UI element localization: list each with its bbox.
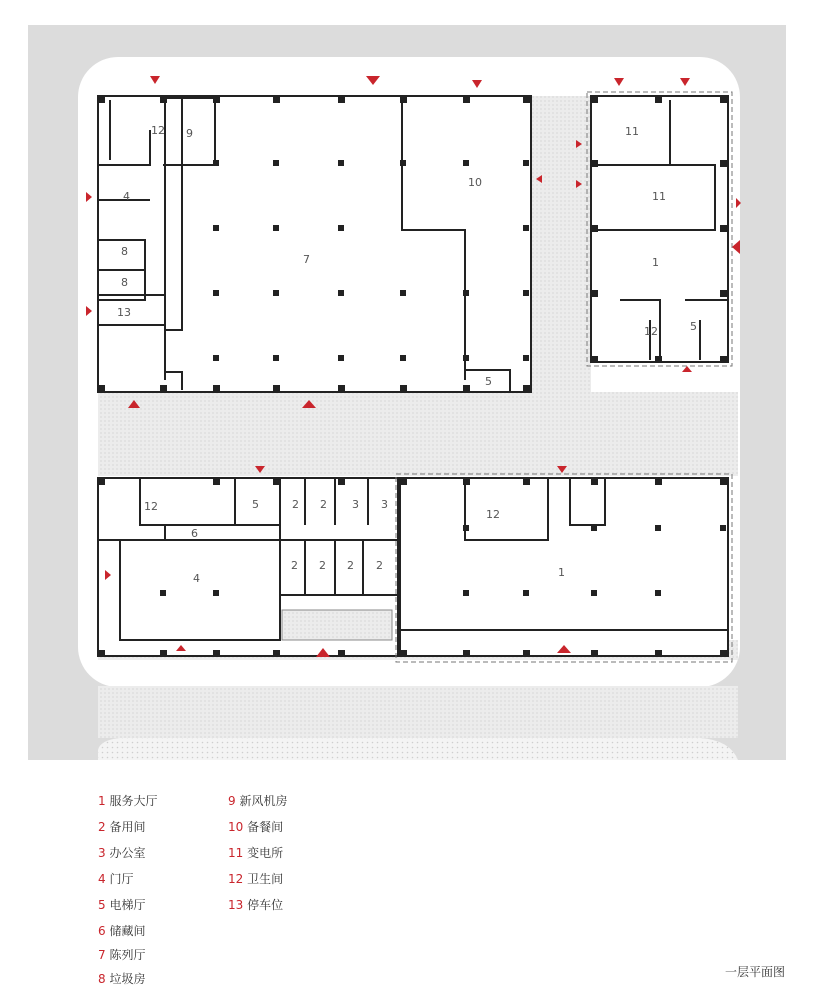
room-label-12-se: 12 (486, 508, 500, 521)
legend-item: 3 办公室 (98, 846, 146, 860)
room-label-2e: 2 (347, 559, 354, 572)
room-label-12-ne: 12 (644, 325, 658, 338)
room-label-11b: 11 (652, 190, 666, 203)
room-label-11a: 11 (625, 125, 639, 138)
south-paving (98, 686, 738, 738)
legend-item: 2 备用间 (98, 820, 146, 834)
room-label-3a: 3 (352, 498, 359, 511)
room-label-12-sw: 12 (144, 500, 158, 513)
room-label-2a: 2 (292, 498, 299, 511)
room-label-12: 12 (151, 124, 165, 137)
room-label-8: 8 (121, 245, 128, 258)
legend-item: 7 陈列厅 (98, 948, 146, 962)
room-label-2b: 2 (320, 498, 327, 511)
legend-item: 6 储藏间 (98, 924, 146, 938)
room-label-13: 13 (117, 306, 131, 319)
legend-item: 11 变电所 (228, 846, 284, 860)
legend-item: 10 备餐间 (228, 820, 284, 834)
legend-item: 5 电梯厅 (98, 898, 146, 912)
legend-item: 4 门厅 (98, 872, 134, 886)
room-label-2f: 2 (376, 559, 383, 572)
legend-item: 9 新风机房 (228, 794, 288, 808)
room-label-8b: 8 (121, 276, 128, 289)
room-label-4-ne: 4 (123, 190, 130, 203)
room-label-5-sw: 5 (252, 498, 259, 511)
legend-item: 12 卫生间 (228, 872, 284, 886)
ramp (282, 610, 392, 640)
room-label-1-ne: 1 (652, 256, 659, 269)
legend-item: 8 垃圾房 (98, 972, 146, 986)
legend-item: 1 服务大厅 (98, 794, 158, 808)
room-label-5-ne: 5 (690, 320, 697, 333)
room-label-9: 9 (186, 127, 193, 140)
room-label-2d: 2 (319, 559, 326, 572)
room-label-1-se: 1 (558, 566, 565, 579)
room-label-6: 6 (191, 527, 198, 540)
plan-caption: 一层平面图 (725, 965, 786, 979)
legend-item: 13 停车位 (228, 898, 284, 912)
courtyard-north-south (531, 96, 591, 396)
room-label-10: 10 (468, 176, 482, 189)
block-northwest (98, 96, 531, 392)
room-label-5-nw: 5 (485, 375, 492, 388)
room-label-2c: 2 (291, 559, 298, 572)
room-label-4: 4 (193, 572, 200, 585)
south-walkway (98, 738, 738, 760)
room-label-3b: 3 (381, 498, 388, 511)
courtyard-east-west (98, 392, 738, 476)
room-label-7: 7 (303, 253, 310, 266)
